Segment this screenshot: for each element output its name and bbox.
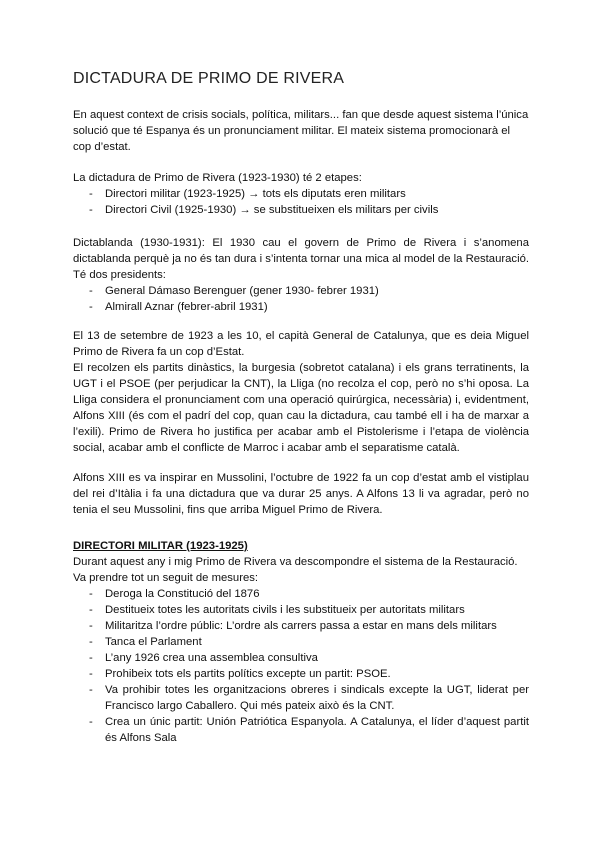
list-item: - Directori Civil (1925-1930) → se substitueixen els militars per civils xyxy=(73,202,529,218)
list-item: - General Dámaso Berenguer (gener 1930- febrer 1931) xyxy=(73,283,529,299)
dictablanda-paragraph: Dictablanda (1930-1931): El 1930 cau el govern de Primo de Rivera i s’anomena dictablanda perquè ja no és tan dura i s’intenta tornar una mica al model de la Restauració. Té dos presidents: xyxy=(73,237,529,281)
list-item: - Deroga la Constitució del 1876 xyxy=(73,586,529,602)
list-item: - Prohibeix tots els partits polítics excepte un partit: PSOE. xyxy=(73,666,529,682)
dictablanda-section xyxy=(73,235,529,315)
list-item: - Militaritza l’ordre públic: L’ordre als carrers passa a estar en mans dels militars xyxy=(73,618,529,634)
alfons-section xyxy=(73,470,529,518)
cop-paragraph-2: El recolzen els partits dinàstics, la burgesia (sobretot catalana) i els grans terratinents, la UGT i el PSOE (per perjudicar la CNT), la Lliga (no recolza el cop, però no s’hi oposa. La Lliga considera el pronunciament com una operació quirúrgica, necessària) i, evidentment, Alfons XIII (és com el padrí del cop, quan cau la dictadura, cau també ell i ha de marxar a l’exili). Primo de Rivera ho justifica per acabar amb el Pistolerisme i l’etapa de violència social, acabar amb el conflicte de Marroc i acabar amb el separatisme català. xyxy=(73,362,529,454)
presidents-list xyxy=(73,283,529,315)
list-item: - Destitueix totes les autoritats civils i les substitueix per autoritats militars xyxy=(73,602,529,618)
mesures-list xyxy=(73,586,529,746)
cop-paragraph-1: El 13 de setembre de 1923 a les 10, el capità General de Catalunya, que es deia Miguel Primo de Rivera fa un cop d’Estat. xyxy=(73,330,529,358)
list-item: - L’any 1926 crea una assemblea consultiva xyxy=(73,650,529,666)
list-item: - Crea un únic partit: Unión Patriótica Espanyola. A Catalunya, el líder d’aquest partit és Alfons Sala xyxy=(73,714,529,746)
page-title: DICTADURA DE PRIMO DE RIVERA xyxy=(73,70,345,87)
etapes-list xyxy=(73,186,529,218)
alfons-paragraph: Alfons XIII es va inspirar en Mussolini, l’octubre de 1922 fa un cop d’estat amb el vistiplau del rei d’Itàlia i fa una dictadura que va durar 25 anys. A Alfons 13 li va agradar, però no tenia el seu Mussolini, fins que arriba Miguel Primo de Rivera. xyxy=(73,472,529,516)
directori-section xyxy=(73,538,529,746)
list-item: - Almirall Aznar (febrer-abril 1931) xyxy=(73,299,529,315)
list-item: - Tanca el Parlament xyxy=(73,634,529,650)
directori-intro: Durant aquest any i mig Primo de Rivera va descompondre el sistema de la Restauració. Va prendre tot un seguit de mesures: xyxy=(73,556,518,584)
directori-heading: DIRECTORI MILITAR (1923-1925) xyxy=(73,540,248,552)
etapes-lead: La dictadura de Primo de Rivera (1923-1930) té 2 etapes: xyxy=(73,172,362,184)
list-item: - Directori militar (1923-1925) → tots els diputats eren militars xyxy=(73,186,529,202)
list-item: - Va prohibir totes les organitzacions obreres i sindicals excepte la UGT, liderat per Francisco largo Caballero. Qui més pateix això és la CNT. xyxy=(73,682,529,714)
etapes-section xyxy=(73,170,529,218)
intro-paragraph: En aquest context de crisis socials, política, militars... fan que desde aquest sistema l’única solució que té Espanya és un pronunciament militar. El mateix sistema promocionarà el cop d’estat. xyxy=(73,109,529,153)
cop-section xyxy=(73,328,529,456)
intro-section xyxy=(73,107,529,155)
